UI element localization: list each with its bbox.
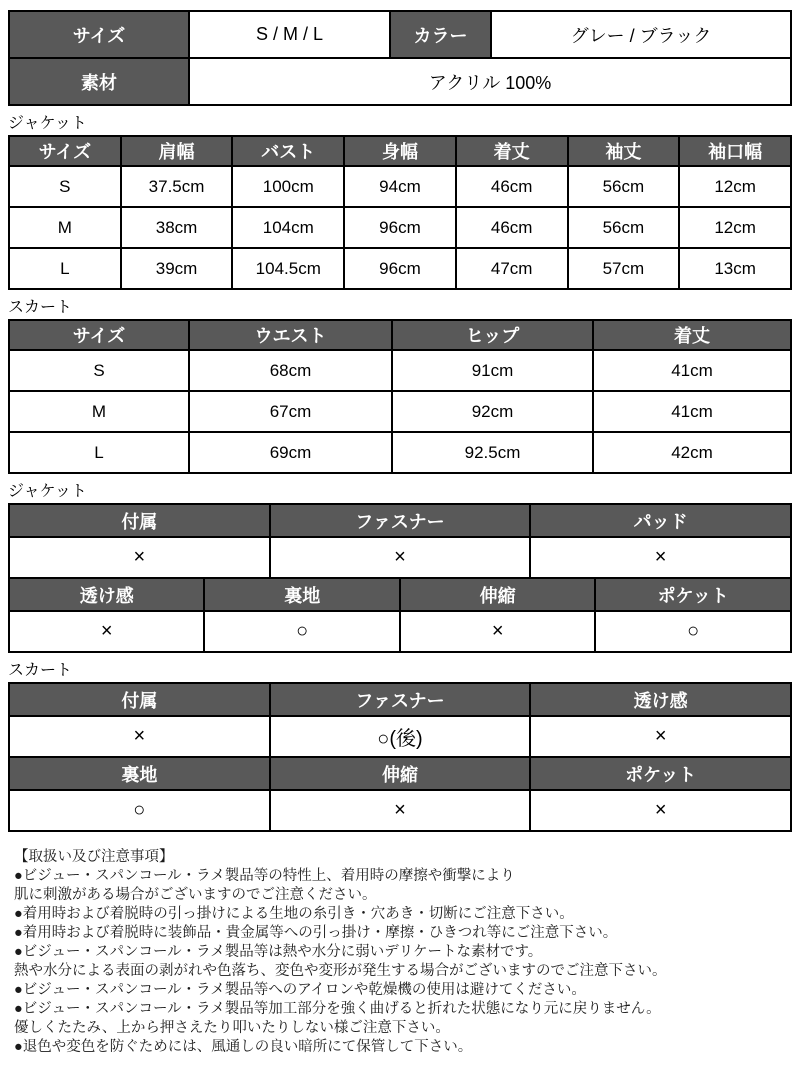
feature-value: × <box>9 716 270 757</box>
product-spec-page <box>8 0 792 1057</box>
material-value-cell: アクリル 100% <box>189 58 791 105</box>
column-header: バスト <box>232 136 344 166</box>
measure-cell: 104cm <box>232 207 344 248</box>
jacket-features-table <box>8 503 792 653</box>
feature-value: × <box>270 537 531 578</box>
size-value-cell: S / M / L <box>189 11 390 58</box>
feature-header: 透け感 <box>9 578 204 611</box>
column-header: ヒップ <box>392 320 593 350</box>
table-row <box>9 432 791 473</box>
feature-value: × <box>530 537 791 578</box>
skirt-features-section-title: スカート <box>8 662 73 679</box>
feature-value: × <box>9 611 204 652</box>
feature-value: × <box>530 790 791 831</box>
measure-cell: 41cm <box>593 391 791 432</box>
size-cell: L <box>9 432 189 473</box>
feature-value: ○ <box>9 790 270 831</box>
measure-cell: 100cm <box>232 166 344 207</box>
measure-cell: 68cm <box>189 350 392 391</box>
care-notes-title: 【取扱い及び注意事項】 <box>14 849 174 865</box>
table-header-row <box>9 136 791 166</box>
spec-summary-table <box>8 10 792 106</box>
table-header-row <box>9 757 791 790</box>
size-cell: M <box>9 207 121 248</box>
feature-value: × <box>530 716 791 757</box>
size-cell: M <box>9 391 189 432</box>
column-header: ウエスト <box>189 320 392 350</box>
feature-value: × <box>9 537 270 578</box>
feature-value: ○ <box>595 611 791 652</box>
column-header: 着丈 <box>593 320 791 350</box>
measure-cell: 12cm <box>679 166 791 207</box>
measure-cell: 104.5cm <box>232 248 344 289</box>
table-row <box>9 611 791 652</box>
table-header-row <box>9 683 791 716</box>
measure-cell: 56cm <box>568 166 680 207</box>
care-note-line: ●着用時および着脱時に装飾品・貴金属等への引っ掛け・摩擦・ひきつれ等にご注意下さい。 <box>14 925 618 941</box>
measure-cell: 39cm <box>121 248 233 289</box>
skirt-sizes-section-title: スカート <box>8 299 73 316</box>
table-header-row <box>9 504 791 537</box>
table-row <box>9 391 791 432</box>
feature-value: ○(後) <box>270 716 531 757</box>
column-header: 着丈 <box>456 136 568 166</box>
measure-cell: 92cm <box>392 391 593 432</box>
column-header: サイズ <box>9 320 189 350</box>
size-cell: S <box>9 350 189 391</box>
column-header: 肩幅 <box>121 136 233 166</box>
care-note-line: ●ビジュー・スパンコール・ラメ製品等の特性上、着用時の摩擦や衝撃により <box>14 868 515 884</box>
measure-cell: 46cm <box>456 166 568 207</box>
measure-cell: 38cm <box>121 207 233 248</box>
feature-header: ファスナー <box>270 683 531 716</box>
feature-header: 裏地 <box>204 578 399 611</box>
feature-header: 裏地 <box>9 757 270 790</box>
table-header-row <box>9 320 791 350</box>
care-note-line: ●退色や変色を防ぐためには、風通しの良い暗所にて保管して下さい。 <box>14 1039 473 1055</box>
table-header-row <box>9 578 791 611</box>
measure-cell: 57cm <box>568 248 680 289</box>
measure-cell: 13cm <box>679 248 791 289</box>
care-note-line: ●ビジュー・スパンコール・ラメ製品等は熱や水分に弱いデリケートな素材です。 <box>14 944 543 960</box>
table-row <box>9 537 791 578</box>
column-header: サイズ <box>9 136 121 166</box>
feature-header: 付属 <box>9 504 270 537</box>
feature-header: ポケット <box>595 578 791 611</box>
feature-header: 伸縮 <box>270 757 531 790</box>
column-header: 袖口幅 <box>679 136 791 166</box>
jacket-features-section-title: ジャケット <box>8 483 87 500</box>
table-row <box>9 58 791 105</box>
measure-cell: 94cm <box>344 166 456 207</box>
care-note-line: ●ビジュー・スパンコール・ラメ製品等加工部分を強く曲げると折れた状態になり元に戻りません。 <box>14 1001 661 1017</box>
care-note-line: 熱や水分による表面の剥がれや色落ち、変色や変形が発生する場合がございますのでご注意下さい。 <box>14 963 667 979</box>
jacket-sizes-section-title: ジャケット <box>8 115 87 132</box>
feature-header: 付属 <box>9 683 270 716</box>
measure-cell: 42cm <box>593 432 791 473</box>
measure-cell: 96cm <box>344 207 456 248</box>
jacket-size-table <box>8 135 792 290</box>
material-label-cell: 素材 <box>9 58 189 105</box>
skirt-size-table <box>8 319 792 474</box>
feature-value: × <box>270 790 531 831</box>
color-value-cell: グレー / ブラック <box>491 11 791 58</box>
table-row <box>9 716 791 757</box>
skirt-features-table <box>8 682 792 832</box>
feature-value: ○ <box>204 611 399 652</box>
care-note-line: ●ビジュー・スパンコール・ラメ製品等へのアイロンや乾燥機の使用は避けてください。 <box>14 982 586 998</box>
size-label-cell: サイズ <box>9 11 189 58</box>
feature-header: パッド <box>530 504 791 537</box>
feature-header: ファスナー <box>270 504 531 537</box>
table-row <box>9 350 791 391</box>
table-row <box>9 248 791 289</box>
feature-header: 透け感 <box>530 683 791 716</box>
column-header: 袖丈 <box>568 136 680 166</box>
measure-cell: 69cm <box>189 432 392 473</box>
measure-cell: 37.5cm <box>121 166 233 207</box>
table-row <box>9 11 791 58</box>
care-notes <box>8 848 792 1057</box>
size-cell: L <box>9 248 121 289</box>
measure-cell: 56cm <box>568 207 680 248</box>
measure-cell: 96cm <box>344 248 456 289</box>
measure-cell: 92.5cm <box>392 432 593 473</box>
table-row <box>9 790 791 831</box>
measure-cell: 41cm <box>593 350 791 391</box>
table-row <box>9 166 791 207</box>
color-label-cell: カラー <box>390 11 491 58</box>
care-note-line: ●着用時および着脱時の引っ掛けによる生地の糸引き・穴あき・切断にご注意下さい。 <box>14 906 574 922</box>
table-row <box>9 207 791 248</box>
size-cell: S <box>9 166 121 207</box>
care-note-line: 優しくたたみ、上から押さえたり叩いたりしない様ご注意下さい。 <box>14 1020 450 1036</box>
feature-header: ポケット <box>530 757 791 790</box>
feature-header: 伸縮 <box>400 578 595 611</box>
measure-cell: 67cm <box>189 391 392 432</box>
care-note-line: 肌に刺激がある場合がございますのでご注意ください。 <box>14 887 377 903</box>
feature-value: × <box>400 611 595 652</box>
measure-cell: 47cm <box>456 248 568 289</box>
measure-cell: 91cm <box>392 350 593 391</box>
measure-cell: 46cm <box>456 207 568 248</box>
measure-cell: 12cm <box>679 207 791 248</box>
column-header: 身幅 <box>344 136 456 166</box>
